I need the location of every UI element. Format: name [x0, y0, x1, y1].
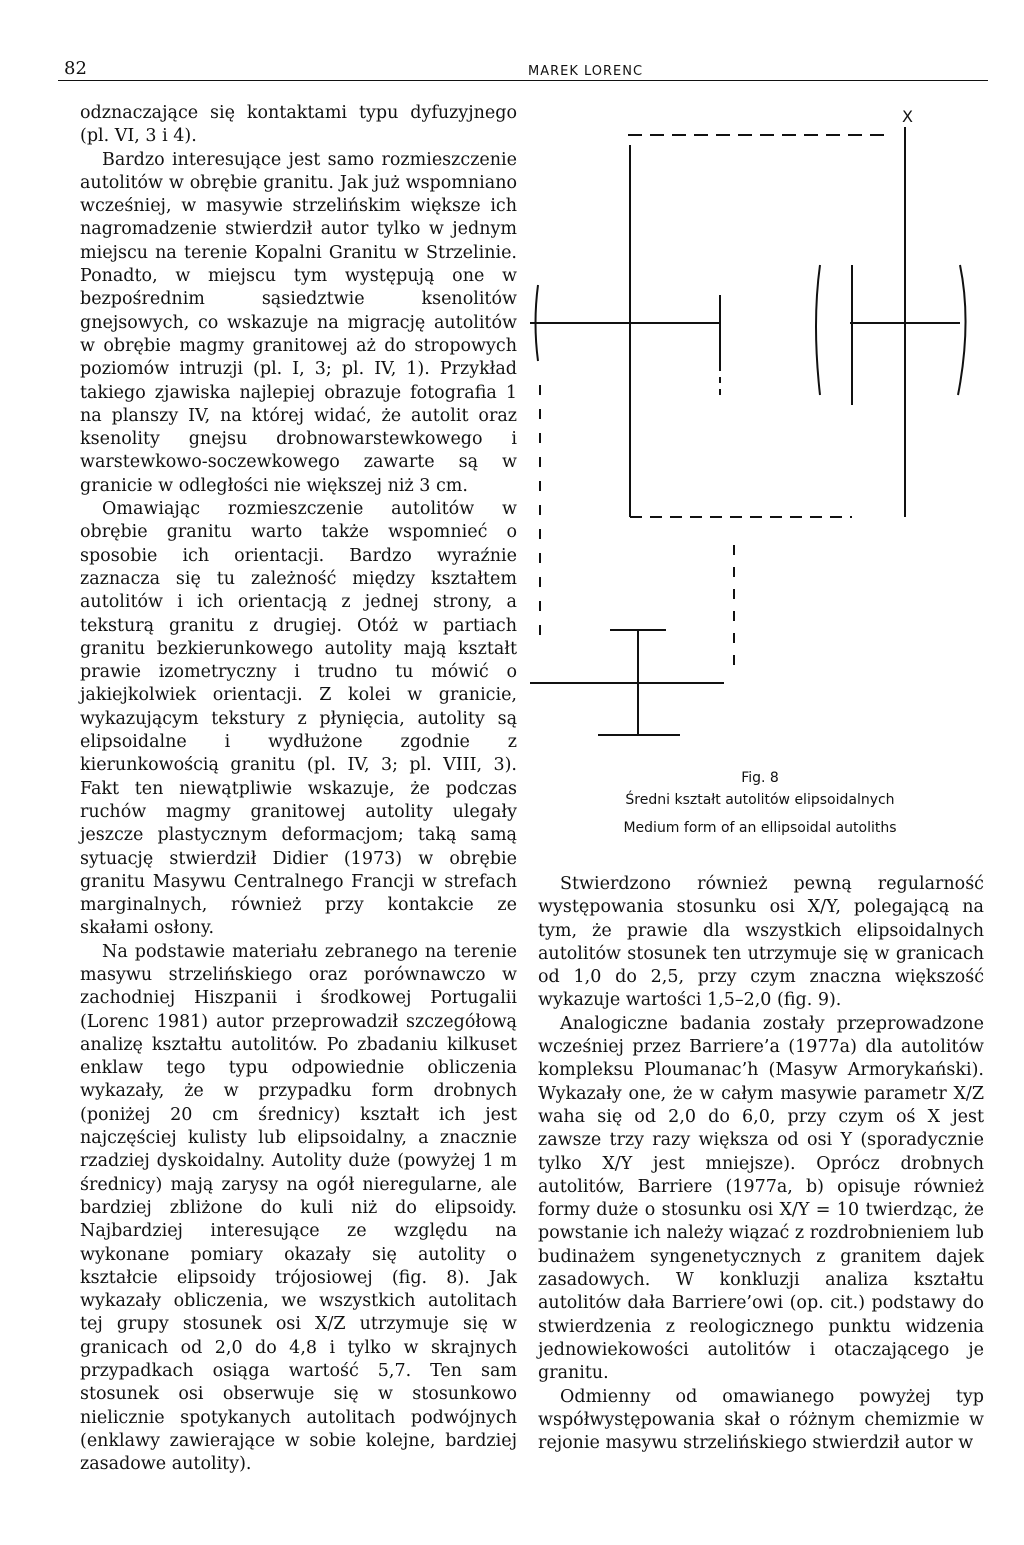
page-number: 82 — [64, 58, 87, 79]
figure-caption — [540, 770, 980, 836]
paragraph: Odmienny od omawianego powyżej typ współwystępowania skał o różnym chemizmie w rejonie masywu strzelińskiego stwierdził autor w — [538, 1386, 984, 1454]
paragraph: odznaczające się kontaktami typu dyfuzyjnego (pl. VI, 3 i 4). — [80, 103, 517, 147]
paragraph: Analogiczne badania zostały przeprowadzone wcześniej przez Barriere’a (1977a) dla autolitów kompleksu Ploumanac’h (Masyw Armorykański). Wykazały one, że w całym masywie parametr X/Z waha się od 2,0 do 6,0, przy czym oś X jest zawsze trzy razy większa od osi Y (sporadycznie tylko X/Y jest mniejsze). Oprócz drobnych autolitów, Barriere (1977a, b) opisuje również formy duże o stosunku osi X/Y = 10 twierdząc, że powstanie ich należy wiązać z rozdrobnieniem lub budinażem syngenetycznych z granitem dajek zasadowych. W konkluzji analiza kształtu autolitów dała Barriere’owi (op. cit.) podstawy do stwierdzenia z reologicznego punktu widzenia jednowiekowości autolitów i otaczającego je granitu. — [538, 1013, 984, 1384]
paragraph: Na podstawie materiału zebranego na terenie masywu strzelińskiego oraz porównawczo w zachodniej Hiszpanii i środkowej Portugalii (Lorenc 1981) autor przeprowadził szczegółową analizę kształtu autolitów. Po zbadaniu kilkuset enklaw tego typu odpowiednie obliczenia wykazały, że w przypadku form drobnych (poniżej 20 cm średnicy) kształt ich jest najczęściej kulisty lub elipsoidalny, a znacznie rzadziej dyskoidalny. Autolity duże (powyżej 1 m średnicy) mają zarysy na ogół nieregularne, ale bardziej zbliżone do kuli niż do elipsoidy. Najbardziej interesujące ze względu na wykonane pomiary okazały się autolity o kształcie elipsoidy trójosiowej (fig. 8). Jak wykazały obliczenia, we wszystkich autolitach tej grupy stosunek osi X/Z utrzymuje się w granicach od 2,0 do 4,8 i tylko w skrajnych przypadkach osiąga wartość 5,7. Ten sam stosunek osi obserwuje się w stosunkowo nielicznie spotykanych autolitach podwójnych (enklawy zawierające w sobie kolejne, bardziej zasadowe autolity). — [80, 941, 517, 1475]
paragraph: Omawiając rozmieszczenie autolitów w obrębie granitu warto także wspomnieć o sposobie ich orientacji. Bardzo wyraźnie zaznacza się tu zależność między kształtem autolitów i ich orientacją z jednej strony, a teksturą granitu z drugiej. Otóż w partiach granitu bezkierunkowego autolity mają kształt prawie izometryczny i trudno tu mówić o jakiejkolwiek orientacji. Z kolei w granicie, wykazującym tekstury z płynięcia, autolity są elipsoidalne i wydłużone zgodnie z kierunkowością granitu (pl. IV, 3; pl. VIII, 3). Fakt ten niewątpliwie wskazuje, że podczas ruchów magmy granitowej autolity ulegały jeszcze plastycznym deformacjom; taką samą sytuację stwierdził Didier (1973) w obrębie granitu Masywu Centralnego Francji w strefach marginalnych, również przy kontakcie ze skałami osłony. — [80, 499, 517, 939]
right-section-arc-right — [958, 265, 966, 395]
paragraph: Bardzo interesujące jest samo rozmieszczenie autolitów w obrębie granitu. Jak już wspomniano wcześniej, w masywie strzelińskim większe ich nagromadzenie stwierdził autor tylko w jednym miejscu na terenie Kopalni Granitu w Strzelinie. Ponadto, w miejscu tym występują one w bezpośrednim sąsiedztwie ksenolitów gnejsowych, co wskazuje na migrację autolitów w obrębie magmy granitowej aż do stropowych poziomów intruzji (pl. I, 3; pl. IV, 1). Przykład takiego zjawiska najlepiej obrazuje fotografia 1 na planszy IV, na której widać, że autolit oraz ksenolity gnejsu drobnowarstewkowego i warstewkowo-soczewkowego zawarte są w granicie w odległości nie większej niż 3 cm. — [80, 149, 517, 496]
x-axis-label: X — [902, 107, 913, 126]
caption-polish: Średni kształt autolitów elipsoidalnych — [625, 792, 895, 808]
paragraph: Stwierdzono również pewną regularność występowania stosunku osi X/Y, polegającą na tym, że prawie dla wszystkich elipsoidalnych autolitów stosunek ten utrzymuje się w granicach od 1,0 do 2,5, przy czym znaczna większość wykazuje wartości 1,5–2,0 (fig. 9). — [538, 874, 984, 1011]
left-column — [80, 102, 517, 1477]
right-section-arc-left — [816, 265, 820, 395]
page-header — [58, 52, 988, 82]
caption-label: Fig. 8 — [741, 770, 779, 786]
right-column — [538, 873, 984, 1455]
caption-english: Medium form of an ellipsoidal autoliths — [623, 820, 897, 836]
running-title: MAREK LORENC — [528, 64, 644, 79]
figure-8-ellipsoid-diagram — [530, 105, 1000, 765]
ellipsoid-sections-svg — [530, 105, 1000, 765]
header-rule — [58, 80, 988, 81]
